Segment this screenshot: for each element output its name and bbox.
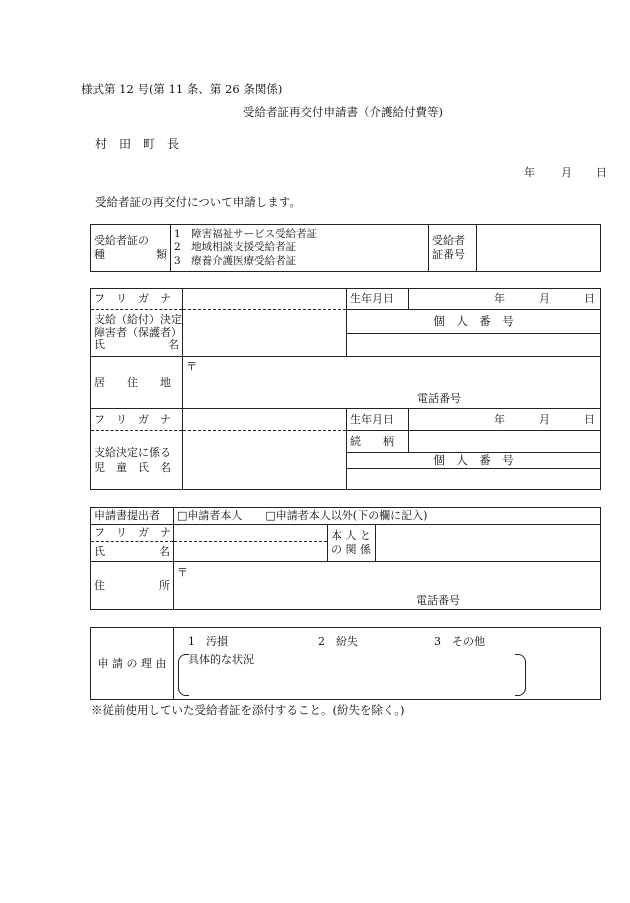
detail-label: 具体的な状況 [188,653,254,666]
postal-mark: 〒 [177,566,188,579]
cert-type-options [171,225,429,272]
submitter-other-checkbox[interactable]: □申請者本人以外(下の欄に記入) [265,509,428,523]
applicant-address-field[interactable] [183,357,601,409]
submitter-name-label: 氏 名 [91,542,174,562]
reason-table [90,627,601,700]
child-name-field[interactable] [183,431,347,490]
detail-field[interactable] [188,668,514,694]
form-number: 様式第 12 号(第 11 条、第 26 条関係) [81,82,283,96]
cert-number-field[interactable] [477,225,601,272]
reason-option-2[interactable]: 2 紛失 [318,635,358,648]
applicant-furigana-field[interactable] [183,289,347,310]
submitter-label: 申請書提出者 [91,508,174,525]
addressee: 村 田 町 長 [95,137,180,151]
reason-option-1[interactable]: 1 汚損 [188,635,228,648]
submitter-relation-label: 本 人 と の 関 係 [328,525,376,562]
applicant-name-label: 支給（給付）決定 障害者（保護者） 氏 名 [91,310,183,357]
reason-field [174,628,601,700]
form-title: 受給者証再交付申請書（介護給付費等) [243,105,443,119]
submitter-self-checkbox[interactable]: □申請者本人 [177,509,243,523]
child-furigana-field[interactable] [183,409,347,431]
submitter-address-field[interactable] [174,562,601,610]
applicant-birth-label: 生年月日 [347,289,409,310]
applicant-mynumber-field[interactable] [347,334,601,357]
child-name-label: 支給決定に係る 児 童 氏 名 [91,431,183,490]
submitter-address-label: 住 所 [91,562,174,610]
postal-mark: 〒 [186,360,197,373]
submitter-relation-field[interactable] [376,525,601,562]
applicant-table [90,288,601,490]
child-mynumber-label: 個 人 番 号 [347,453,601,469]
intro-text: 受給者証の再交付について申請します。 [95,195,301,209]
submitter-furigana-label: フ リ ガ ナ [91,525,174,542]
reason-option-3[interactable]: 3 その他 [434,635,485,648]
cert-option-3[interactable]: 3 療養介護医療受給者証 [174,254,297,267]
date-day: 日 [596,166,607,179]
submitter-options [174,508,601,525]
applicant-birth-field[interactable]: 年 月 日 [409,289,601,310]
certificate-table [90,224,601,272]
applicant-address-label: 居 住 地 [91,357,183,409]
detail-bracket-right [515,654,526,696]
child-mynumber-field[interactable] [347,469,601,490]
cert-option-1[interactable]: 1 障害福祉サービス受給者証 [174,227,318,240]
child-relation-label: 続 柄 [347,431,409,453]
applicant-name-field[interactable] [183,310,347,357]
child-furigana-label: フ リ ガ ナ [91,409,183,431]
submitter-furigana-field[interactable] [174,525,328,542]
child-birth-field[interactable]: 年 月 日 [409,409,601,431]
reason-label: 申 請 の 理 由 [91,628,174,700]
attachment-note: ※従前使用していた受給者証を添付すること。(紛失を除く。) [91,703,405,717]
date-year: 年 [524,166,535,179]
cert-option-2[interactable]: 2 地域相談支援受給者証 [174,241,297,254]
applicant-furigana-label: フ リ ガ ナ [91,289,183,310]
submitter-phone-label: 電話番号 [416,594,460,607]
cert-type-label: 受給者証の 種 類 [91,225,171,272]
submitter-name-field[interactable] [174,542,328,562]
child-relation-field[interactable] [409,431,601,453]
submitter-table [90,507,601,610]
applicant-mynumber-label: 個 人 番 号 [347,310,601,334]
child-birth-label: 生年月日 [347,409,409,431]
cert-number-label: 受給者 証番号 [429,225,477,272]
applicant-phone-label: 電話番号 [417,392,461,405]
date-month: 月 [561,166,572,179]
